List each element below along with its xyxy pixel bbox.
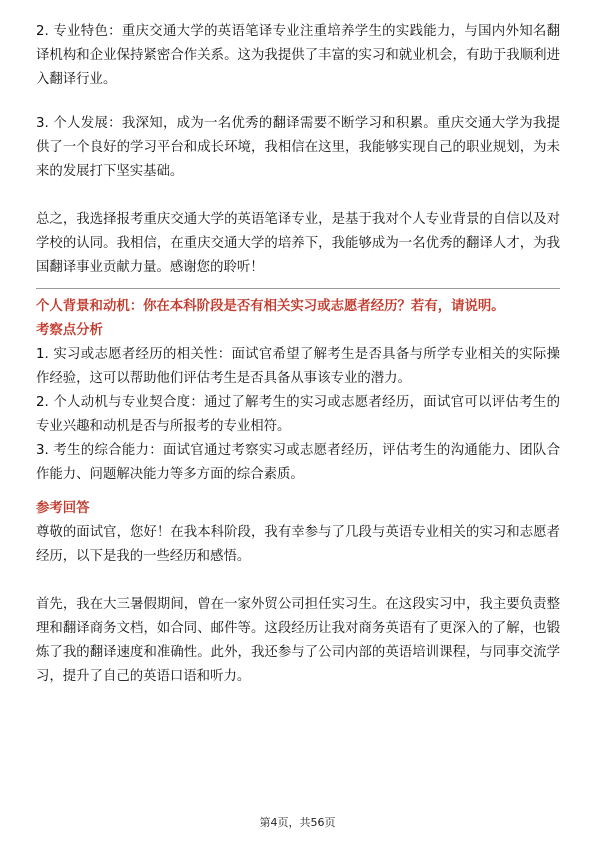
paragraph-summary: 总之，我选择报考重庆交通大学的英语笔译专业，是基于我对个人专业背景的自信以及对学校的认同。我相信，在重庆交通大学的培养下，我能够成为一名优秀的翻译人才，为我国翻译事业贡献力量。感谢您的聆听！	[36, 212, 560, 275]
answer-paragraph-1: 尊敬的面试官，您好！在我本科阶段，我有幸参与了几段与英语专业相关的实习和志愿者经历，以下是我的一些经历和感悟。	[36, 525, 560, 564]
page-number: 第4页，共56页	[259, 816, 336, 829]
paragraph-personal-development: 3. 个人发展：我深知，成为一名优秀的翻译需要不断学习和积累。重庆交通大学为我提供了一个良好的学习平台和成长环境，我相信在这里，我能够实现自己的职业规划，为未来的发展打下坚实基础。	[36, 116, 560, 179]
page-content	[36, 20, 560, 689]
analysis-heading: 考察点分析	[36, 323, 103, 338]
answer-paragraph-2: 首先，我在大三暑假期间，曾在一家外贸公司担任实习生。在这段实习中，我主要负责整理和翻译商务文档，如合同、邮件等。这段经历让我对商务英语有了更深入的了解，也锻炼了我的翻译速度和准确性。此外，我还参与了公司内部的英语培训课程，与同事交流学习，提升了自己的英语口语和听力。	[36, 597, 560, 684]
answer-heading: 参考回答	[36, 501, 90, 516]
section-divider	[36, 288, 560, 289]
analysis-point-2: 2. 个人动机与专业契合度：通过了解考生的实习或志愿者经历，面试官可以评估考生的专业兴趣和动机是否与所报考的专业相符。	[36, 395, 560, 434]
analysis-point-1: 1. 实习或志愿者经历的相关性：面试官希望了解考生是否具备与所学专业相关的实际操作经验，这可以帮助他们评估考生是否具备从事该专业的潜力。	[36, 347, 560, 386]
question-title: 个人背景和动机：你在本科阶段是否有相关实习或志愿者经历？若有，请说明。	[36, 299, 505, 314]
analysis-point-3: 3. 考生的综合能力：面试官通过考察实习或志愿者经历，评估考生的沟通能力、团队合作能力、问题解决能力等多方面的综合素质。	[36, 443, 560, 482]
paragraph-specialty: 2. 专业特色：重庆交通大学的英语笔译专业注重培养学生的实践能力，与国内外知名翻译机构和企业保持紧密合作关系。这为我提供了丰富的实习和就业机会，有助于我顺利进入翻译行业。	[36, 24, 560, 87]
